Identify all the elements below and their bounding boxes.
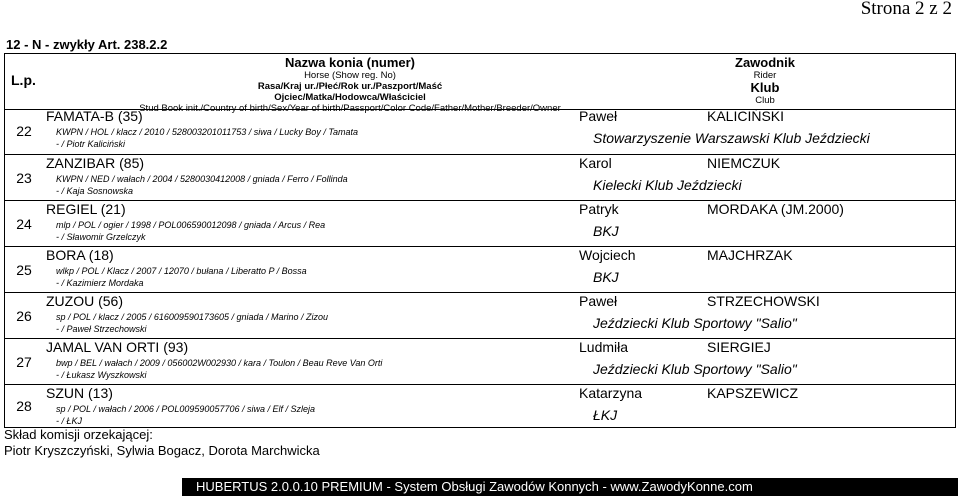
horse-pedigree: mlp / POL / ogier / 1998 / POL006590012098 / gniada / Arcus / Rea	[56, 220, 326, 230]
rider-club: Jeździecki Klub Sportowy "Salio"	[593, 315, 797, 331]
row-lp: 25	[16, 261, 32, 278]
rider-first-name: Karol	[579, 155, 612, 171]
horse-pedigree: wlkp / POL / Klacz / 2007 / 12070 / bułana / Liberatto P / Bossa	[56, 266, 307, 276]
horse-name: JAMAL VAN ORTI (93)	[46, 339, 189, 355]
rider-club: Jeździecki Klub Sportowy "Salio"	[593, 361, 797, 377]
row-lp: 23	[16, 169, 32, 186]
horse-name: ZUZOU (56)	[46, 293, 123, 309]
horse-owner: - / Piotr Kaliciński	[56, 138, 126, 149]
header-horse-parents: Ojciec/Matka/Hodowca/Właściciel	[274, 92, 426, 103]
horse-owner: - / Sławomir Grzelczyk	[56, 231, 146, 242]
footer-text: HUBERTUS 2.0.0.10 PREMIUM - System Obsługi Zawodów Konnych - www.ZawodyKonne.com	[196, 479, 753, 494]
horse-details	[56, 127, 358, 150]
rider-last-name: NIEMCZUK	[707, 155, 781, 171]
rider-club: BKJ	[593, 223, 619, 239]
table-row	[4, 293, 956, 339]
rider-first-name: Wojciech	[579, 247, 636, 263]
horse-pedigree: sp / POL / klacz / 2005 / 616009590173605 / gniada / Marino / Zizou	[56, 312, 329, 322]
horse-owner: - / Paweł Strzechowski	[56, 323, 147, 334]
row-lp: 26	[16, 307, 32, 324]
horse-details	[56, 220, 325, 243]
rider-club: Kielecki Klub Jeździecki	[593, 177, 742, 193]
header-horse-name: Nazwa konia (numer)	[284, 55, 416, 70]
rider-last-name: SIERGIEJ	[707, 339, 771, 355]
rider-last-name: MORDAKA (JM.2000)	[707, 201, 844, 217]
horse-name: BORA (18)	[46, 247, 114, 263]
rider-first-name: Patryk	[579, 201, 619, 217]
header-horse-name-en: Horse (Show reg. No)	[304, 70, 396, 81]
header-horse-en-details: Stud Book init./Country of birth/Sex/Year of birth/Passport/Color Code/Father/Mother/Breeder/Owner	[139, 103, 561, 114]
horse-details	[56, 404, 315, 427]
rider-first-name: Ludmiła	[579, 339, 629, 355]
horse-pedigree: sp / POL / wałach / 2006 / POL009590057706 / siwa / Elf / Szleja	[56, 404, 315, 414]
header-club-en: Club	[755, 95, 775, 106]
horse-details	[56, 312, 328, 335]
row-lp: 28	[16, 398, 32, 414]
rider-last-name: KAPSZEWICZ	[707, 385, 799, 401]
rider-first-name: Paweł	[579, 108, 618, 124]
rider-club: BKJ	[593, 269, 619, 285]
table-row	[4, 108, 956, 155]
header-rider	[700, 56, 830, 106]
horse-name: SZUN (13)	[46, 385, 113, 401]
table-row	[4, 201, 956, 247]
committee-names: Piotr Kryszczyński, Sylwia Bogacz, Dorota Marchwicka	[4, 443, 320, 458]
horse-name: FAMATA-B (35)	[46, 108, 143, 124]
horse-owner: - / ŁKJ	[56, 415, 83, 426]
horse-details	[56, 174, 348, 197]
horse-pedigree: KWPN / NED / wałach / 2004 / 5280030412008 / gniada / Ferro / Follinda	[56, 174, 348, 184]
horse-details	[56, 358, 382, 381]
rider-last-name: KALICIŃSKI	[707, 108, 785, 124]
table-row	[4, 155, 956, 201]
horse-name: ZANZIBAR (85)	[46, 155, 145, 171]
rider-last-name: MAJCHRZAK	[707, 247, 793, 263]
committee-label: Skład komisji orzekającej:	[4, 427, 153, 442]
table-row	[4, 247, 956, 293]
rider-club: Stowarzyszenie Warszawski Klub Jeździecki	[593, 130, 870, 146]
row-lp: 27	[16, 353, 32, 370]
header-club-pl: Klub	[750, 80, 780, 95]
row-lp: 22	[16, 123, 32, 139]
rider-club: ŁKJ	[593, 407, 618, 423]
horse-owner: - / Kaja Sosnowska	[56, 185, 134, 196]
horse-name: REGIEL (21)	[46, 201, 126, 217]
rider-last-name: STRZECHOWSKI	[707, 293, 820, 309]
header-horse	[120, 56, 580, 114]
header-lp: L.p.	[11, 72, 36, 88]
class-title: 12 - N - zwykły Art. 238.2.2	[6, 37, 168, 52]
rider-first-name: Katarzyna	[579, 385, 643, 401]
horse-owner: - / Kazimierz Mordaka	[56, 277, 144, 288]
page-number: Strona 2 z 2	[860, 0, 952, 19]
row-lp: 24	[16, 215, 32, 232]
header-horse-breed: Rasa/Kraj ur./Płeć/Rok ur./Paszport/Maść	[257, 81, 443, 92]
horse-pedigree: KWPN / HOL / klacz / 2010 / 528003201011753 / siwa / Lucky Boy / Tamata	[56, 127, 359, 137]
header-rider-en: Rider	[753, 70, 777, 81]
horse-owner: - / Łukasz Wyszkowski	[56, 369, 147, 380]
header-rider-pl: Zawodnik	[735, 55, 795, 70]
rider-first-name: Paweł	[579, 293, 618, 309]
horse-pedigree: bwp / BEL / wałach / 2009 / 056002W002930 / kara / Toulon / Beau Reve Van Orti	[56, 358, 383, 368]
table-row	[4, 339, 956, 385]
horse-details	[56, 266, 307, 289]
table-row	[4, 385, 956, 428]
